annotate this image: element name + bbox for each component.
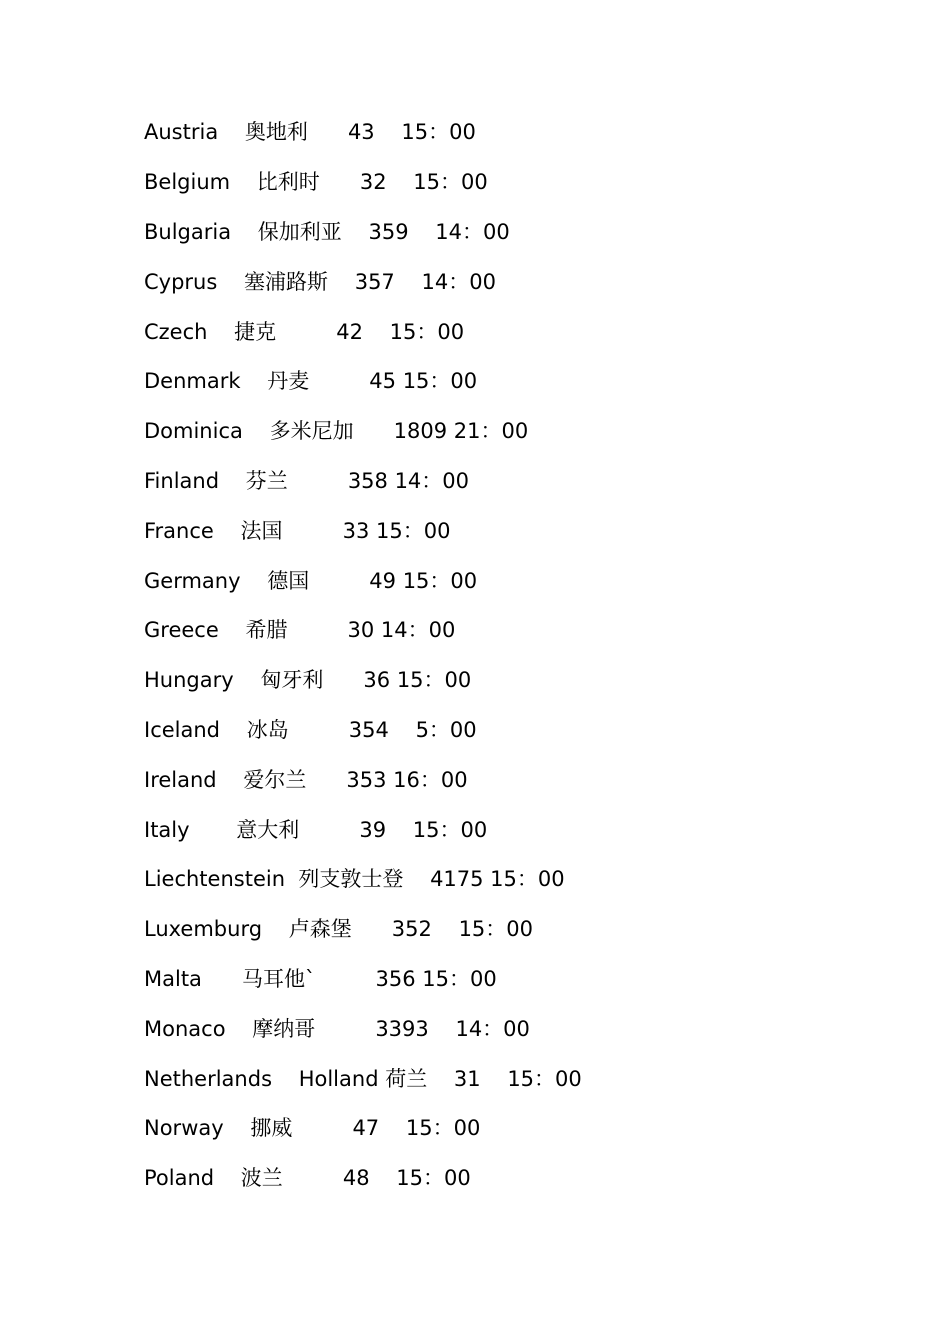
country-line-bulgaria: Bulgaria 保加利亚 359 14：00 bbox=[144, 220, 510, 244]
country-line-finland: Finland 芬兰 358 14：00 bbox=[144, 469, 470, 493]
country-line-ireland: Ireland 爱尔兰 353 16：00 bbox=[144, 768, 468, 792]
country-line-czech: Czech 捷克 42 15：00 bbox=[144, 320, 465, 344]
country-line-greece: Greece 希腊 30 14：00 bbox=[144, 618, 456, 642]
country-line-france: France 法国 33 15：00 bbox=[144, 519, 451, 543]
country-line-netherlands: Netherlands Holland 荷兰 31 15：00 bbox=[144, 1067, 582, 1091]
country-line-cyprus: Cyprus 塞浦路斯 357 14：00 bbox=[144, 270, 496, 294]
country-line-dominica: Dominica 多米尼加 1809 21：00 bbox=[144, 419, 529, 443]
country-line-italy: Italy 意大利 39 15：00 bbox=[144, 818, 488, 842]
country-line-iceland: Iceland 冰岛 354 5：00 bbox=[144, 718, 477, 742]
country-line-poland: Poland 波兰 48 15：00 bbox=[144, 1166, 471, 1190]
country-line-norway: Norway 挪威 47 15：00 bbox=[144, 1116, 481, 1140]
country-line-belgium: Belgium 比利时 32 15：00 bbox=[144, 170, 488, 194]
country-line-austria: Austria 奥地利 43 15：00 bbox=[144, 120, 476, 144]
country-line-malta: Malta 马耳他` 356 15：00 bbox=[144, 967, 497, 991]
country-line-germany: Germany 德国 49 15：00 bbox=[144, 569, 478, 593]
country-line-monaco: Monaco 摩纳哥 3393 14：00 bbox=[144, 1017, 530, 1041]
country-line-denmark: Denmark 丹麦 45 15：00 bbox=[144, 369, 478, 393]
country-line-hungary: Hungary 匈牙利 36 15：00 bbox=[144, 668, 472, 692]
country-line-luxemburg: Luxemburg 卢森堡 352 15：00 bbox=[144, 917, 534, 941]
country-line-liechtenstein: Liechtenstein 列支敦士登 4175 15：00 bbox=[144, 867, 565, 891]
